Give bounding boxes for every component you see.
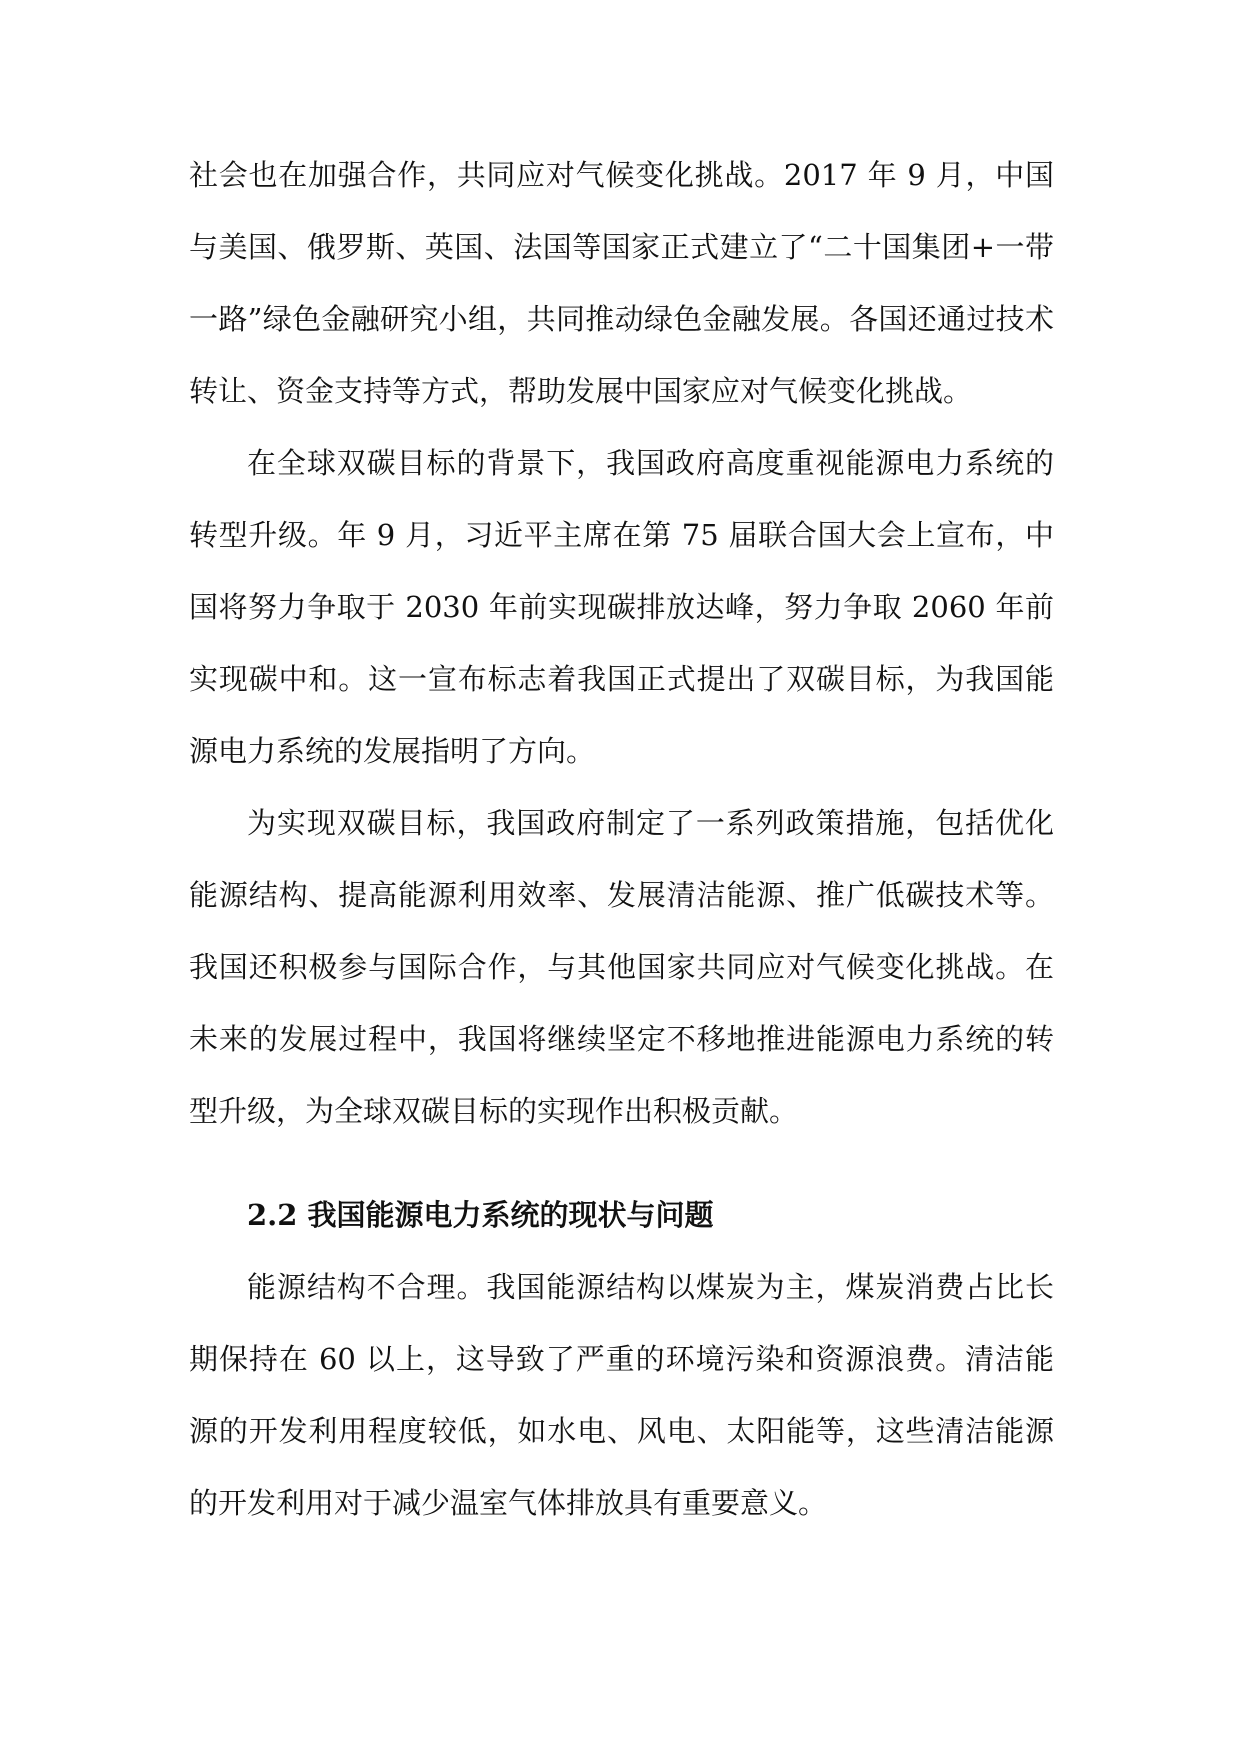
body-paragraph: 社会也在加强合作，共同应对气候变化挑战。2017 年 9 月，中国与美国、俄罗斯、英国、法国等国家正式建立了“二十国集团+一带一路”绿色金融研究小组，共同推动绿色金融发展。各国还通过技术转让、资金支持等方式，帮助发展中国家应对气候变化挑战。 bbox=[189, 158, 1054, 408]
document-body bbox=[189, 139, 1054, 1539]
body-paragraph: 为实现双碳目标，我国政府制定了一系列政策措施，包括优化能源结构、提高能源利用效率、发展清洁能源、推广低碳技术等。我国还积极参与国际合作，与其他国家共同应对气候变化挑战。在未来的发展过程中，我国将继续坚定不移地推进能源电力系统的转型升级，为全球双碳目标的实现作出积极贡献。 bbox=[189, 806, 1054, 1128]
body-paragraph: 能源结构不合理。我国能源结构以煤炭为主，煤炭消费占比长期保持在 60 以上，这导致了严重的环境污染和资源浪费。清洁能源的开发利用程度较低，如水电、风电、太阳能等，这些清洁能源的开发利用对于减少温室气体排放具有重要意义。 bbox=[189, 1270, 1054, 1520]
section-heading: 2.2 我国能源电力系统的现状与问题 bbox=[247, 1198, 714, 1232]
body-paragraph: 在全球双碳目标的背景下，我国政府高度重视能源电力系统的转型升级。年 9 月，习近平主席在第 75 届联合国大会上宣布，中国将努力争取于 2030 年前实现碳排放达峰，努力争取 2060 年前实现碳中和。这一宣布标志着我国正式提出了双碳目标，为我国能源电力系统的发展指明了方向。 bbox=[189, 446, 1054, 768]
